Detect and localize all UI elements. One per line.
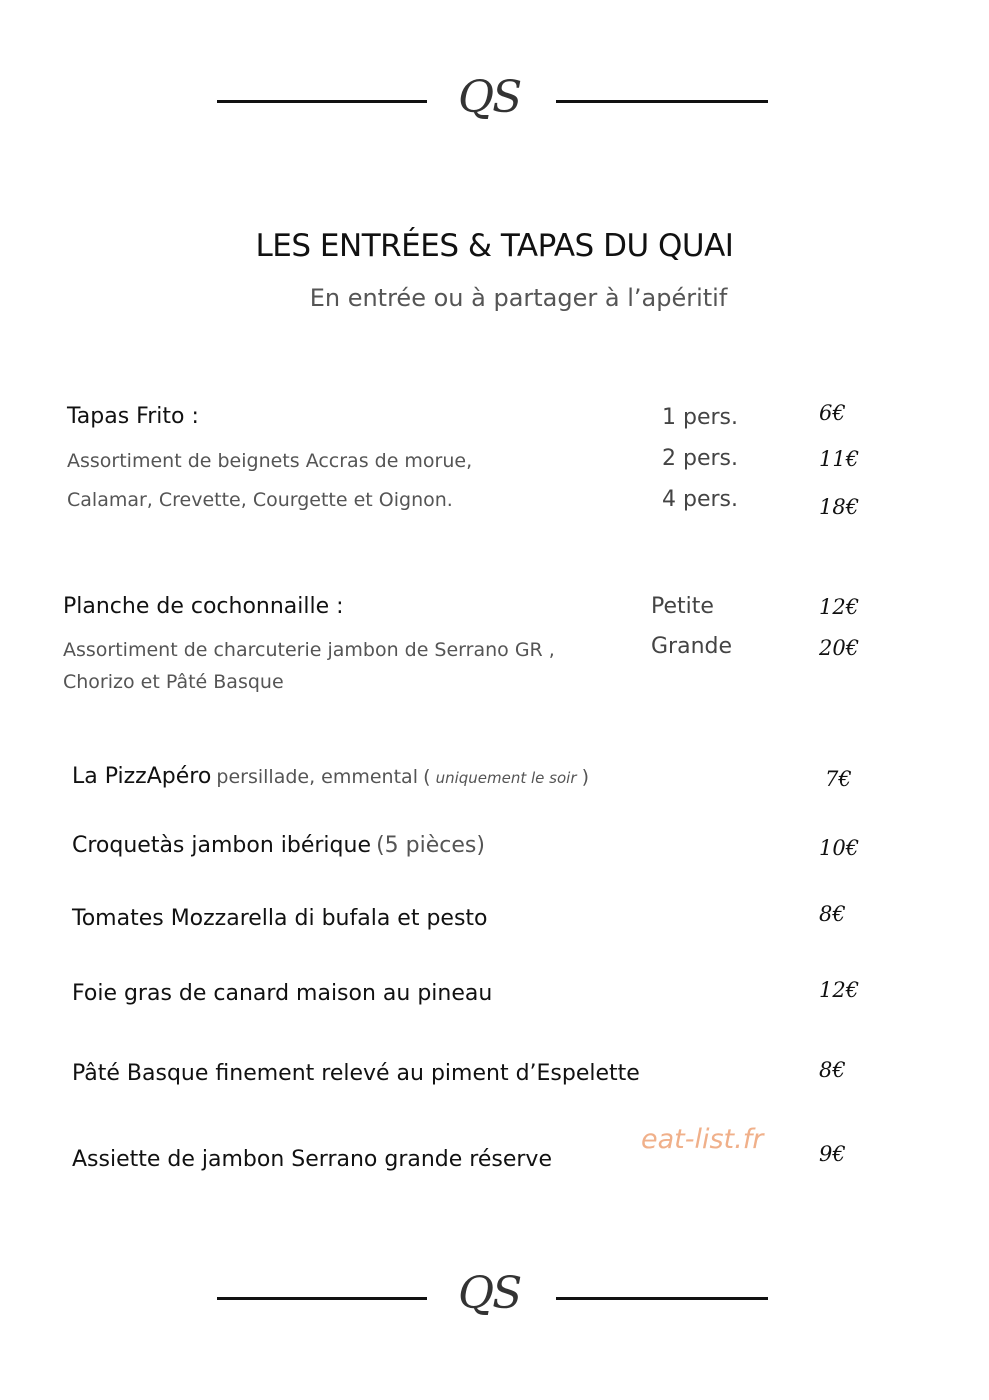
tapas-frito-price-1: 6€ [819, 401, 846, 425]
tapas-frito-size-3: 4 pers. [662, 487, 738, 512]
pate-price: 8€ [819, 1058, 846, 1082]
foie-gras-price: 12€ [819, 978, 860, 1002]
assiette-name: Assiette de jambon Serrano grande réserve [72, 1147, 552, 1172]
tapas-frito-price-3: 18€ [819, 495, 860, 519]
tapas-frito-size-1: 1 pers. [662, 405, 738, 430]
foie-gras-name: Foie gras de canard maison au pineau [72, 981, 493, 1006]
planche-desc-2: Chorizo et Pâté Basque [63, 671, 284, 693]
top-rule-left [217, 100, 427, 103]
pate-name: Pâté Basque finement relevé au piment d’Espelette [72, 1061, 640, 1086]
assiette-price: 9€ [819, 1142, 846, 1166]
croquetas-name: Croquetàs jambon ibérique [72, 833, 371, 858]
pizzapero-detail: persillade, emmental [216, 766, 418, 788]
planche-size-2: Grande [651, 634, 733, 659]
watermark: eat-list.fr [641, 1124, 764, 1155]
croquetas-detail: (5 pièces) [376, 833, 485, 858]
pizzapero-note-open: ( [423, 766, 431, 788]
planche-price-1: 12€ [819, 595, 860, 619]
pizzapero-price: 7€ [825, 767, 852, 791]
bottom-rule-left [217, 1297, 427, 1300]
pizzapero-line [72, 764, 589, 789]
pizzapero-note: uniquement le soir [435, 769, 577, 787]
planche-desc-1: Assortiment de charcuterie jambon de Serrano GR , [63, 639, 555, 661]
tapas-frito-desc-1: Assortiment de beignets Accras de morue, [67, 450, 473, 472]
tomates-price: 8€ [819, 902, 846, 926]
croquetas-price: 10€ [819, 836, 860, 860]
tapas-frito-name: Tapas Frito : [67, 404, 199, 429]
tapas-frito-desc-2: Calamar, Crevette, Courgette et Oignon. [67, 489, 453, 511]
page-title: LES ENTRÉES & TAPAS DU QUAI [255, 228, 734, 264]
pizzapero-name: La PizzApéro [72, 764, 212, 789]
planche-name: Planche de cochonnaille : [63, 594, 344, 619]
tapas-frito-price-2: 11€ [819, 447, 860, 471]
croquetas-line [72, 833, 485, 858]
page-subtitle: En entrée ou à partager à l’apéritif [309, 284, 728, 312]
bottom-rule-right [556, 1297, 768, 1300]
tomates-name: Tomates Mozzarella di bufala et pesto [72, 906, 488, 931]
planche-price-2: 20€ [819, 636, 860, 660]
pizzapero-note-close: ) [581, 766, 590, 788]
tapas-frito-size-2: 2 pers. [662, 446, 738, 471]
top-logo: QS [458, 72, 521, 123]
planche-size-1: Petite [651, 594, 714, 619]
top-rule-right [556, 100, 768, 103]
bottom-logo: QS [458, 1268, 521, 1319]
